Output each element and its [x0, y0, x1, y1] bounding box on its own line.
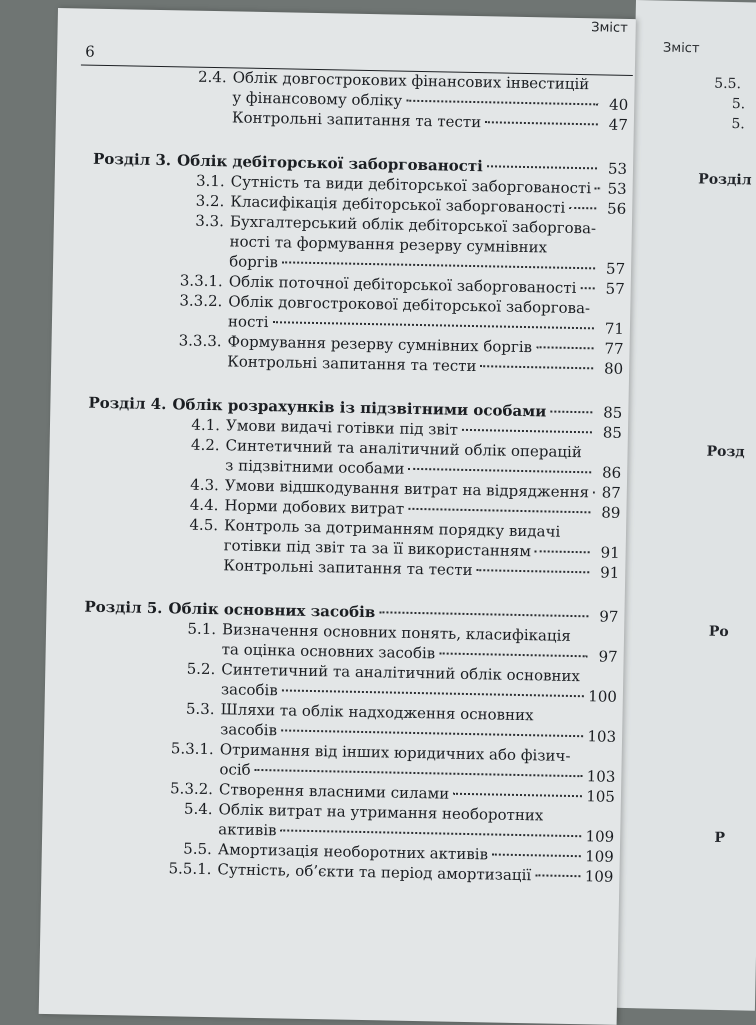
- dot-leader: [282, 261, 595, 269]
- toc-title: Сутність, об’єкти та період амортизації: [217, 859, 531, 885]
- dot-leader: [492, 853, 581, 857]
- toc-title: у фінансовому обліку: [232, 87, 402, 110]
- toc-title: Умови відшкодування витрат на відрядження: [225, 475, 590, 502]
- toc-title: Синтетичний та аналітичний облік основних: [221, 659, 580, 686]
- toc-page-number: 103: [587, 726, 616, 747]
- toc-page-number: 47: [602, 114, 628, 134]
- toc-page-number: 97: [591, 646, 617, 666]
- dot-leader: [487, 165, 597, 169]
- book-page: [39, 8, 636, 1025]
- dot-leader: [536, 346, 594, 349]
- toc-number: 3.3.1.: [77, 268, 229, 291]
- toc-page-number: 80: [597, 358, 623, 378]
- toc-number: 4.3.: [73, 472, 225, 495]
- toc-number: 5.3.2.: [67, 776, 219, 799]
- dot-leader: [408, 508, 590, 513]
- toc-number: [67, 771, 219, 774]
- toc-page-number: 87: [595, 482, 621, 502]
- toc-number: 2.4.: [81, 64, 233, 87]
- dot-leader: [593, 491, 595, 493]
- toc-number: 5.2.: [69, 656, 221, 679]
- toc-title: ності: [228, 311, 269, 332]
- toc-number: [80, 119, 232, 122]
- toc-page-number: 86: [595, 462, 621, 482]
- toc-page-number: 53: [601, 158, 627, 178]
- toc-title: засобів: [221, 679, 278, 700]
- dot-leader: [580, 287, 594, 289]
- toc-title: осіб: [219, 759, 251, 780]
- toc-title: Бухгалтерський облік дебіторської заборгова-: [230, 211, 597, 238]
- toc-page-number: 56: [600, 198, 626, 218]
- dot-leader: [408, 468, 591, 474]
- toc-number: [66, 831, 218, 834]
- dot-leader: [485, 121, 598, 125]
- toc-title: Облік дебіторської заборгованості: [177, 150, 483, 176]
- toc-number: Розділ 4.: [74, 392, 172, 414]
- toc-number: Розділ 5.: [70, 596, 168, 618]
- toc-page-number: 57: [599, 258, 625, 278]
- toc-title: боргів: [229, 251, 278, 272]
- toc-page-number: 109: [585, 866, 614, 887]
- dot-leader: [550, 411, 592, 414]
- toc-title: ності та формування резерву сумнівних: [229, 231, 547, 257]
- toc-title: Контрольні запитання та тести: [227, 351, 477, 376]
- toc-title: Синтетичний та аналітичний облік операцій: [225, 435, 582, 462]
- dot-leader: [477, 569, 590, 573]
- toc-page-number: 57: [599, 278, 625, 298]
- toc-number: [73, 467, 225, 470]
- toc-title: Контрольні запитання та тести: [223, 555, 473, 580]
- toc-page-number: 105: [586, 786, 615, 807]
- toc-number: [77, 263, 229, 266]
- toc-number: [72, 547, 224, 550]
- toc-page-number: 103: [587, 766, 616, 787]
- dot-leader: [439, 652, 587, 657]
- toc-number: 5.4.: [66, 796, 218, 819]
- page-number: 6: [85, 43, 95, 61]
- toc-title: Облік довгострокових фінансових інвестицій: [233, 67, 590, 94]
- toc-title: Класифікація дебіторської заборгованості: [230, 191, 565, 217]
- facing-page-text: 5.5.: [714, 76, 741, 93]
- toc-page-number: 100: [588, 686, 617, 707]
- table-of-contents: [65, 64, 628, 886]
- toc-number: 4.1.: [74, 412, 226, 435]
- toc-number: [69, 691, 221, 694]
- facing-page-text: Розд: [706, 444, 744, 461]
- toc-number: [76, 323, 228, 326]
- toc-page-number: 53: [600, 178, 626, 198]
- dot-leader: [273, 321, 594, 329]
- dot-leader: [569, 207, 596, 210]
- toc-title: та оцінка основних засобів: [222, 639, 436, 663]
- toc-title: готівки під звіт та за її використанням: [224, 535, 532, 561]
- toc-page-number: 77: [597, 338, 623, 358]
- facing-page-running-head: Зміст: [663, 41, 700, 57]
- toc-number: [68, 731, 220, 734]
- dot-leader: [379, 611, 588, 617]
- toc-title: Контроль за дотриманням порядку видачі: [224, 515, 561, 541]
- toc-number: [75, 363, 227, 366]
- facing-page-text: 5.: [731, 116, 745, 132]
- toc-number: 5.5.: [66, 836, 218, 859]
- toc-title: Сутність та види дебіторської заборгованості: [231, 171, 592, 198]
- toc-number: [77, 243, 229, 246]
- toc-number: 4.4.: [72, 492, 224, 515]
- dot-leader: [281, 729, 583, 737]
- toc-title: Норми добових витрат: [224, 495, 404, 518]
- dot-leader: [406, 100, 598, 106]
- toc-number: [80, 99, 232, 102]
- toc-title: Облік поточної дебіторської заборгованості: [229, 271, 577, 298]
- toc-title: Шляхи та облік надходження основних: [220, 699, 533, 725]
- toc-page-number: 109: [585, 846, 614, 867]
- toc-page-number: 91: [593, 562, 619, 582]
- dot-leader: [595, 187, 601, 189]
- dot-leader: [453, 793, 582, 797]
- toc-number: 4.2.: [73, 432, 225, 455]
- toc-title: засобів: [220, 719, 277, 740]
- toc-page-number: 109: [585, 826, 614, 847]
- toc-number: 4.5.: [72, 512, 224, 535]
- toc-title: Формування резерву сумнівних боргів: [227, 331, 532, 357]
- facing-page-text: Ро: [709, 624, 729, 640]
- toc-number: 3.3.: [78, 208, 230, 231]
- toc-title: Контрольні запитання та тести: [232, 107, 482, 132]
- toc-number: [71, 567, 223, 570]
- toc-title: з підзвітними особами: [225, 455, 405, 478]
- toc-number: 5.3.1.: [68, 736, 220, 759]
- toc-title: Визначення основних понять, класифікація: [222, 619, 571, 646]
- toc-number: [70, 651, 222, 654]
- toc-number: 3.2.: [78, 188, 230, 211]
- toc-page-number: 97: [592, 606, 618, 626]
- toc-number: 5.3.: [68, 696, 220, 719]
- dot-leader: [480, 365, 593, 369]
- toc-page-number: 85: [596, 422, 622, 442]
- toc-title: Умови видачі готівки під звіт: [226, 415, 458, 439]
- facing-page-text: Р: [714, 830, 725, 846]
- toc-number: 5.5.1.: [65, 856, 217, 879]
- dot-leader: [281, 829, 582, 837]
- toc-number: 3.3.3.: [75, 328, 227, 351]
- toc-number: 5.1.: [70, 616, 222, 639]
- toc-page-number: 91: [593, 542, 619, 562]
- toc-title: Облік основних засобів: [168, 598, 375, 622]
- toc-title: Облік витрат на утримання необоротних: [218, 799, 543, 825]
- facing-page-text: 5.: [732, 96, 746, 112]
- toc-number: 3.3.2.: [76, 288, 228, 311]
- toc-title: Облік розрахунків із підзвітними особами: [172, 394, 546, 421]
- toc-title: Облік довгострокової дебіторської заборгова-: [228, 291, 590, 318]
- dot-leader: [282, 689, 584, 697]
- toc-page-number: 85: [596, 402, 622, 422]
- toc-title: активів: [218, 819, 277, 840]
- dot-leader: [535, 874, 581, 877]
- running-head: Зміст: [591, 20, 628, 36]
- toc-number: 3.1.: [79, 168, 231, 191]
- dot-leader: [535, 550, 590, 553]
- toc-number: Розділ 3.: [79, 148, 177, 170]
- dot-leader: [255, 769, 583, 777]
- dot-leader: [462, 429, 592, 433]
- facing-page: [615, 0, 756, 1011]
- toc-title: Створення власними силами: [219, 779, 450, 803]
- toc-title: Отримання від інших юридичних або фізич-: [220, 739, 571, 766]
- toc-page-number: 40: [602, 94, 628, 114]
- toc-page-number: 89: [594, 502, 620, 522]
- facing-page-text: Розділ: [698, 171, 752, 188]
- toc-page-number: 71: [598, 318, 624, 338]
- toc-title: Амортизація необоротних активів: [218, 839, 489, 864]
